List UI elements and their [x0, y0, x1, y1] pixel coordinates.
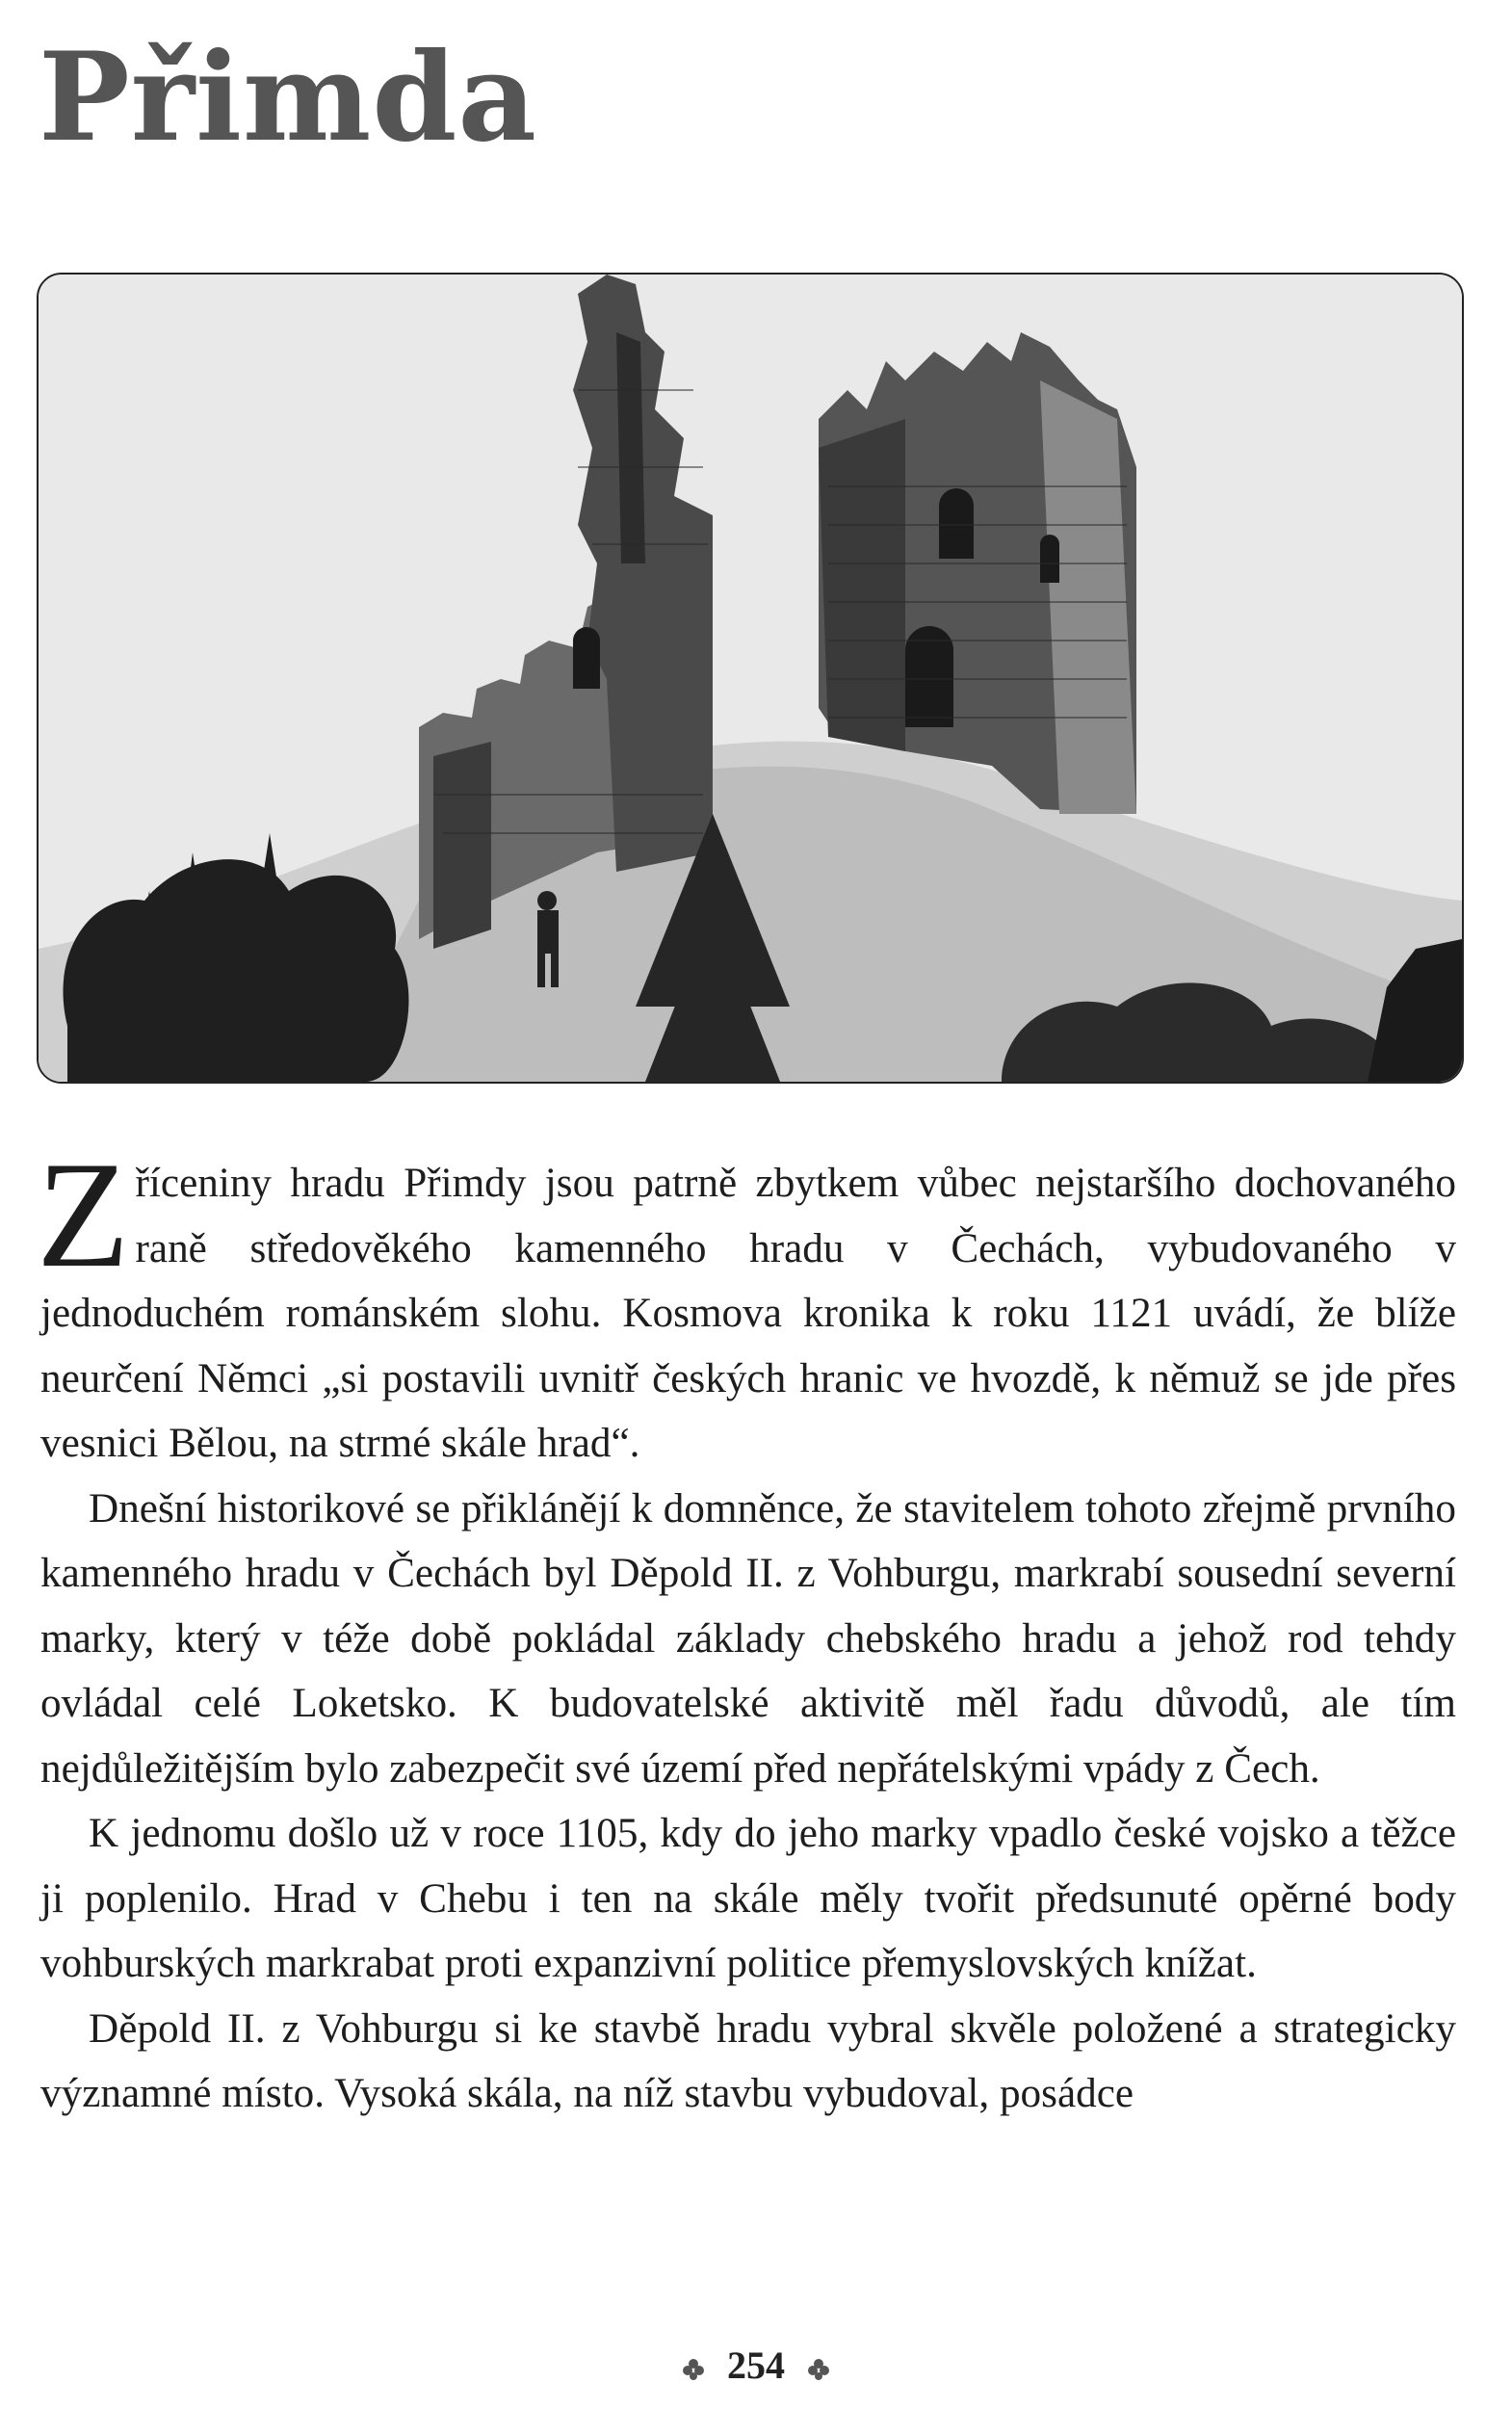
- paragraph-2: Dnešní historikové se přiklánějí k domněnce, že stavitelem tohoto zřejmě prvního kamenného hradu v Čechách byl Děpold II. z Vohburgu, markrabí sousední severní marky, který v téže době pokládal základy chebského hradu a jehož rod tehdy ovládal celé Loketsko. K budovatelské aktivitě měl řadu důvodů, ale tím nejdůležitějším bylo zabezpečit své území před nepřátelskými vpády z Čech.: [40, 1485, 1456, 1792]
- article-body: [37, 1131, 1456, 2127]
- page-title: Přimda: [39, 26, 538, 169]
- drop-cap: Z: [37, 1131, 130, 1299]
- castle-illustration: [37, 273, 1464, 1084]
- page-footer: [0, 2343, 1512, 2392]
- flower-ornament-icon: [806, 2346, 831, 2392]
- castle-ruin-illustration-icon: [39, 275, 1462, 1082]
- page-number: 254: [727, 2344, 785, 2387]
- paragraph-3: K jednomu došlo už v roce 1105, kdy do jeho marky vpadlo české vojsko a těžce ji poplenilo. Hrad v Chebu i ten na skále měly tvořit předsunuté opěrné body vohburských markrabat proti expanzivní politice přemyslovských knížat.: [40, 1811, 1456, 1986]
- paragraph-4: Děpold II. z Vohburgu si ke stavbě hradu vybral skvěle položené a strategicky významné místo. Vysoká skála, na níž stavbu vybudoval, posádce: [40, 2005, 1456, 2116]
- flower-ornament-icon: [681, 2346, 706, 2392]
- paragraph-1: Zříceniny hradu Přimdy jsou patrně zbytkem vůbec nejstaršího dochovaného raně středověkého kamenného hradu v Čechách, vybudovaného v jednoduchém románském slohu. Kosmova kronika k roku 1121 uvádí, že blíže neurčení Němci „si postavili uvnitř českých hranic ve hvozdě, k němuž se jde přes vesnici Bělou, na strmé skále hrad“.: [37, 1131, 1456, 1466]
